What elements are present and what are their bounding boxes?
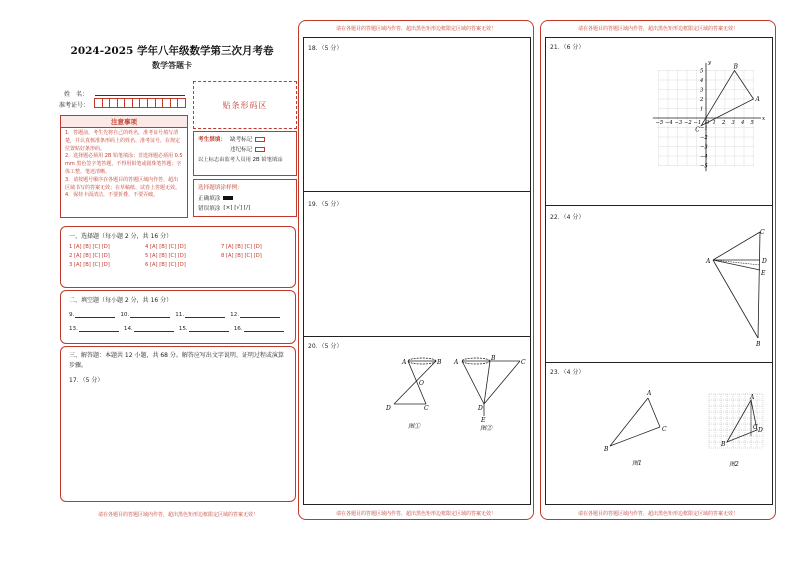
q21-coordinate-grid [650,58,768,174]
blank-label-11: 11. [175,312,185,318]
figure-caption-q23-2: 图2 [729,461,739,468]
status-box [193,131,297,176]
notes-box [60,115,188,218]
warning-footer-right: 请在各题目的答题区域内作答，超出黑色矩形边框限定区域的答案无效！ [577,511,738,517]
question-23-label: 23．（4 分） [550,369,585,376]
question-18-label: 18．（5 分） [308,45,343,52]
y-tick-label: 5 [700,68,704,75]
q22-label-E: E [761,270,766,277]
notes-item: 2．选择题必须用 2B 铅笔填涂；非选择题必须用 0.5 mm 黑色签字笔答题，不得用铅笔或圆珠笔答题；字体工整、笔迹清晰。 [65,153,183,175]
violation-label: 违纪标记 [229,147,253,153]
q23-figure-2 [705,390,767,470]
q23b-label-D: D [758,427,763,434]
choice-question-3[interactable]: 3 [A] [B] [C] [D] [69,262,110,268]
blank-input-14[interactable] [134,326,174,332]
blank-label-14: 14. [123,326,133,332]
x-tick-label: −1 [693,120,702,126]
blank-input-9[interactable] [75,312,115,318]
choice-question-1[interactable]: 1 [A] [B] [C] [D] [69,244,110,250]
point-label-C: C [695,126,700,134]
x-tick-label: 4 [741,120,745,126]
name-label: 姓 名： [64,91,89,98]
answer-area-17[interactable] [69,384,287,484]
fill-example-box [193,179,297,217]
fill-example-label: 选择题填涂样例： [198,185,243,191]
question-17-label: 17．（5 分） [69,377,104,384]
figure-caption-q23-1: 图1 [632,460,642,467]
q20b-label-C: C [521,359,526,366]
multiple-choice-section [60,226,296,288]
y-tick-label: −1 [700,125,708,132]
x-tick-label: 3 [731,120,735,126]
fill-blank-section [60,290,296,344]
notes-item: 3．请按题号顺序在各题目的答题区域内作答，超出区域书写的答案无效；在草稿纸、试卷上答题无效。 [65,176,181,191]
exam-id-boxes[interactable] [94,98,186,108]
blank-input-10[interactable] [130,312,170,318]
y-tick-label: −3 [700,144,708,151]
x-tick-label: −2 [684,120,692,126]
q22-label-B: B [756,341,761,348]
notes-item: 1．答题前，考生先将自己的姓名，准考证号填写清楚，并认真核准条形码上的姓名、准考证号，在规定位置贴好条形码。 [65,130,181,152]
q20b-label-D: D [478,405,483,412]
absent-label: 缺考标记 [229,137,253,143]
point-label-A: A [755,96,760,103]
wrong-fill-marks: [×] [√] [/] [223,205,251,211]
blank-label-13: 13. [69,326,78,332]
blank-input-16[interactable] [244,326,284,332]
y-tick-label: 2 [700,97,704,103]
blank-label-10: 10. [120,312,130,318]
answer-area-19[interactable] [304,208,530,334]
question-19-label: 19．（5 分） [308,201,343,208]
solution-section [60,346,296,502]
q20-label-A: A [402,359,407,366]
blank-label-12: 12. [230,312,240,318]
choice-question-5[interactable]: 5 [A] [B] [C] [D] [145,253,186,259]
figure-caption-1: 图① [408,423,421,430]
correct-fill-mark [223,196,233,200]
q20-label-O: O [419,380,424,387]
wrong-fill-label: 错误填涂 [198,206,221,212]
q23b-label-C: C [753,424,758,431]
choice-question-2[interactable]: 2 [A] [B] [C] [D] [69,253,110,259]
choice-question-4[interactable]: 4 [A] [B] [C] [D] [145,244,186,250]
notes-item: 4．保持卡面清洁，不要折叠、不要弄破。 [65,192,159,199]
divider [545,205,773,206]
x-tick-label: 1 [712,120,716,126]
q20-figure-1 [380,352,450,432]
notes-heading: 注意事项 [61,116,187,128]
y-axis-label: y [708,59,712,66]
divider [303,336,531,337]
x-tick-label: O [705,120,710,126]
q23-label-A: A [647,390,652,397]
status-label: 考生禁填： [198,137,226,143]
blank-label-9: 9. [69,312,75,318]
page-title: 2024-2025 学年八年级数学第三次月考卷 [70,45,274,57]
section2-title: 二、填空题（每小题 2 分，共 16 分） [69,297,173,304]
x-tick-label: 2 [722,120,726,126]
y-tick-label: −4 [700,154,708,160]
page-subtitle: 数学答题卡 [152,61,192,70]
barcode-area [193,81,297,129]
x-tick-label: −4 [665,120,673,126]
q20-label-D: D [386,405,391,412]
violation-checkbox[interactable] [255,147,265,152]
q20-figure-2 [450,352,530,432]
q23b-label-B: B [721,441,726,448]
q20-label-C: C [424,405,429,412]
divider [545,362,773,363]
q23-label-B: B [604,446,609,453]
warning-header-middle: 请在各题目的答题区域内作答，超出黑色矩形边框限定区域的答案无效！ [335,26,496,32]
warning-header-right: 请在各题目的答题区域内作答，超出黑色矩形边框限定区域的答案无效！ [577,26,738,32]
q20-label-B: B [437,359,442,366]
figure-caption-2: 图② [480,425,493,432]
x-axis-label: x [762,116,766,122]
status-description: 以上标志由监考人员用 2B 铅笔填涂 [198,157,283,163]
triangle-abc [727,400,757,442]
warning-footer-middle: 请在各题目的答题区域内作答，超出黑色矩形边框限定区域的答案无效！ [335,511,496,517]
warning-footer-left: 请在各题目的答题区域内作答，超出黑色矩形边框限定区域的答案无效！ [97,512,258,518]
q23b-label-A: A [750,394,755,401]
q23-figure-1 [600,384,680,469]
divider [303,191,531,192]
blank-input-15[interactable] [189,326,229,332]
x-tick-label: −5 [655,120,664,126]
section1-title: 一、选择题（每小题 2 分，共 16 分） [69,233,173,240]
q20b-label-A: A [454,359,459,366]
x-tick-label: 5 [750,120,754,126]
blank-input-12[interactable] [240,312,280,318]
choice-question-7[interactable]: 7 [A] [B] [C] [D] [221,244,262,250]
blank-input-13[interactable] [79,326,119,332]
y-tick-label: 4 [700,78,704,84]
q20b-label-E: E [481,417,486,424]
y-tick-label: 1 [700,106,704,113]
correct-fill-label: 正确填涂 [198,196,221,202]
y-tick-label: −5 [700,163,708,170]
point-label-B: B [733,63,738,71]
triangle-abc [700,68,753,126]
choice-question-8[interactable]: 8 [A] [B] [C] [D] [221,253,262,259]
barcode-area-label: 贴条形码区 [222,100,268,110]
question-20-label: 20．（5 分） [308,343,343,350]
exam-id-label: 准考证号： [59,102,90,109]
blank-label-15: 15. [178,326,188,332]
section3-title: 三、解答题：本题共 12 小题，共 68 分。解答应写出文字说明、证明过程或演算步骤。 [69,352,284,369]
x-tick-label: −3 [674,120,683,126]
question-22-label: 22．（4 分） [550,214,585,221]
answer-area-18[interactable] [304,52,530,190]
name-field[interactable] [95,95,185,96]
blank-input-11[interactable] [185,312,225,318]
y-tick-label: 3 [700,87,704,94]
blank-label-16: 16. [233,326,243,332]
y-tick-label: −2 [700,135,708,141]
choice-question-6[interactable]: 6 [A] [B] [C] [D] [145,262,186,268]
question-21-label: 21．（6 分） [550,44,585,51]
q22-label-D: D [762,258,767,265]
q22-figure [700,222,770,350]
q20b-label-B: B [491,355,496,362]
q23-label-C: C [662,426,667,433]
q22-label-C: C [760,229,765,236]
absent-checkbox[interactable] [255,137,265,142]
q22-label-A: A [706,258,711,265]
